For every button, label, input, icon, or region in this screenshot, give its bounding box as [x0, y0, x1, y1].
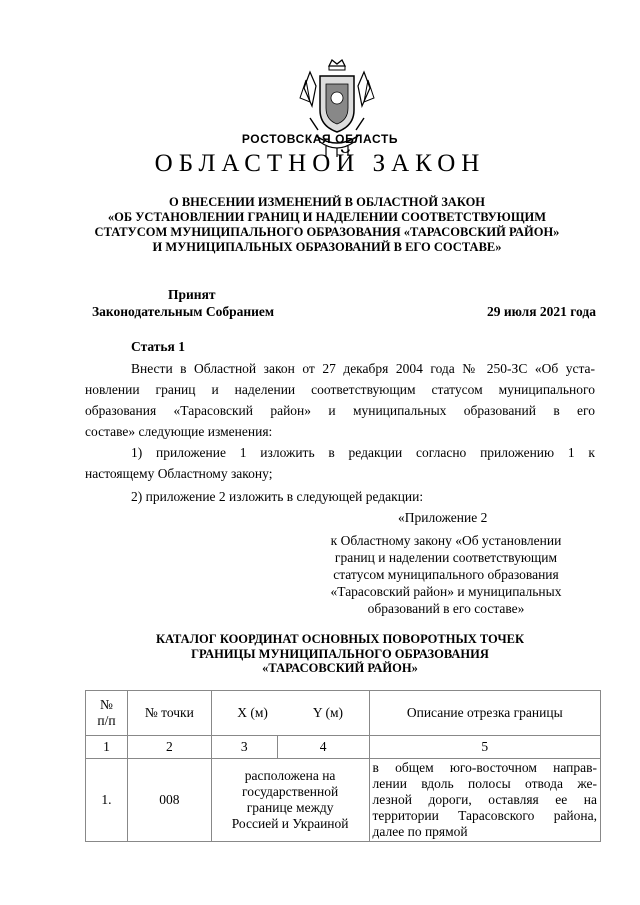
- item-2-paragraph: [85, 486, 595, 507]
- paragraph-line: составе» следующие изменения:: [85, 424, 273, 439]
- coordinates-table: [85, 690, 601, 842]
- header-num-line: п/п: [97, 713, 116, 728]
- row-desc-cell: [369, 759, 600, 842]
- annex-line: «Тарасовский район» и муниципальных: [330, 584, 562, 599]
- desc-line: территории Тарасовского района,: [372, 808, 597, 823]
- catalog-title-line: КАТАЛОГ КООРДИНАТ ОСНОВНЫХ ПОВОРОТНЫХ ТОЧЕК: [155, 632, 525, 646]
- header-num-line: №: [100, 697, 113, 712]
- row-num-cell: 1.: [86, 759, 128, 842]
- annex-reference: [310, 532, 582, 617]
- subtitle-line: О ВНЕСЕНИИ ИЗМЕНЕНИЙ В ОБЛАСТНОЙ ЗАКОН: [168, 195, 486, 209]
- table-column-numbers-row: [86, 736, 601, 759]
- annex-line: к Областному закону «Об установлении: [330, 533, 562, 548]
- paragraph-line: 2) приложение 2 изложить в следующей редакции:: [131, 489, 424, 504]
- table-row: [86, 759, 601, 842]
- header-cell-desc: Описание отрезка границы: [369, 691, 600, 736]
- annex-line: границ и наделении соответствующим: [334, 550, 558, 565]
- table-header-row: [86, 691, 601, 736]
- header-y: Y (м): [312, 705, 344, 720]
- coords-line: расположена на: [244, 768, 336, 783]
- desc-line: лении вдоль полосы отвода же-: [372, 776, 597, 791]
- desc-line: в общем юго-восточном направ-: [372, 760, 597, 775]
- column-number: 5: [369, 736, 600, 759]
- column-number: 2: [127, 736, 211, 759]
- article-title: Статья 1: [131, 339, 185, 354]
- paragraph-line: Внести в Областной закон от 27 декабря 2004 года № 250-ЗС «Об уста-: [131, 361, 595, 376]
- coords-line: государственной: [242, 784, 339, 799]
- subtitle-line: И МУНИЦИПАЛЬНЫХ ОБРАЗОВАНИЙ В ЕГО СОСТАВЕ»: [152, 240, 502, 254]
- accepted-label: Принят: [168, 287, 216, 302]
- header-x: X (м): [237, 705, 268, 720]
- paragraph-line: образования «Тарасовский район» и муниципальных образований в его: [85, 403, 595, 418]
- law-subtitle: [40, 195, 614, 255]
- annex-heading: «Приложение 2: [398, 510, 488, 525]
- catalog-title-line: «ТАРАСОВСКИЙ РАЙОН»: [262, 661, 418, 675]
- paragraph-line: 1) приложение 1 изложить в редакции согласно приложению 1 к: [131, 445, 595, 460]
- subtitle-line: «ОБ УСТАНОВЛЕНИИ ГРАНИЦ И НАДЕЛЕНИИ СООТВЕТСТВУЮЩИМ: [107, 210, 547, 224]
- coords-line: Россией и Украиной: [231, 816, 349, 831]
- paragraph-line: настоящему Областному закону;: [85, 466, 273, 481]
- annex-line: образований в его составе»: [367, 601, 525, 616]
- desc-line: далее по прямой: [372, 824, 468, 839]
- document-type-title: ОБЛАСТНОЙ ЗАКОН: [154, 150, 486, 177]
- subtitle-line: СТАТУСОМ МУНИЦИПАЛЬНОГО ОБРАЗОВАНИЯ «ТАРАСОВСКИЙ РАЙОН»: [94, 225, 560, 239]
- item-1-paragraph: [85, 442, 595, 484]
- column-number: 3: [211, 736, 277, 759]
- header-cell-num: [86, 691, 128, 736]
- column-number: 1: [86, 736, 128, 759]
- header-cell-xy: [211, 691, 369, 736]
- column-number: 4: [277, 736, 369, 759]
- adoption-date: 29 июля 2021 года: [487, 304, 596, 319]
- paragraph-line: новлении границ и наделении соответствующим статусом муниципального: [85, 382, 595, 397]
- annex-line: статусом муниципального образования: [333, 567, 559, 582]
- accepted-by: Законодательным Собранием: [92, 304, 275, 319]
- catalog-title-line: ГРАНИЦЫ МУНИЦИПАЛЬНОГО ОБРАЗОВАНИЯ: [191, 646, 489, 661]
- desc-line: лезной дороги, оставляя ее на: [372, 792, 597, 807]
- row-point-cell: 008: [127, 759, 211, 842]
- region-name: РОСТОВСКАЯ ОБЛАСТЬ: [241, 132, 399, 146]
- row-coords-cell: [211, 759, 369, 842]
- article-intro-paragraph: [85, 358, 595, 442]
- coords-line: границе между: [246, 800, 334, 815]
- catalog-title: [40, 632, 640, 676]
- header-cell-point: № точки: [127, 691, 211, 736]
